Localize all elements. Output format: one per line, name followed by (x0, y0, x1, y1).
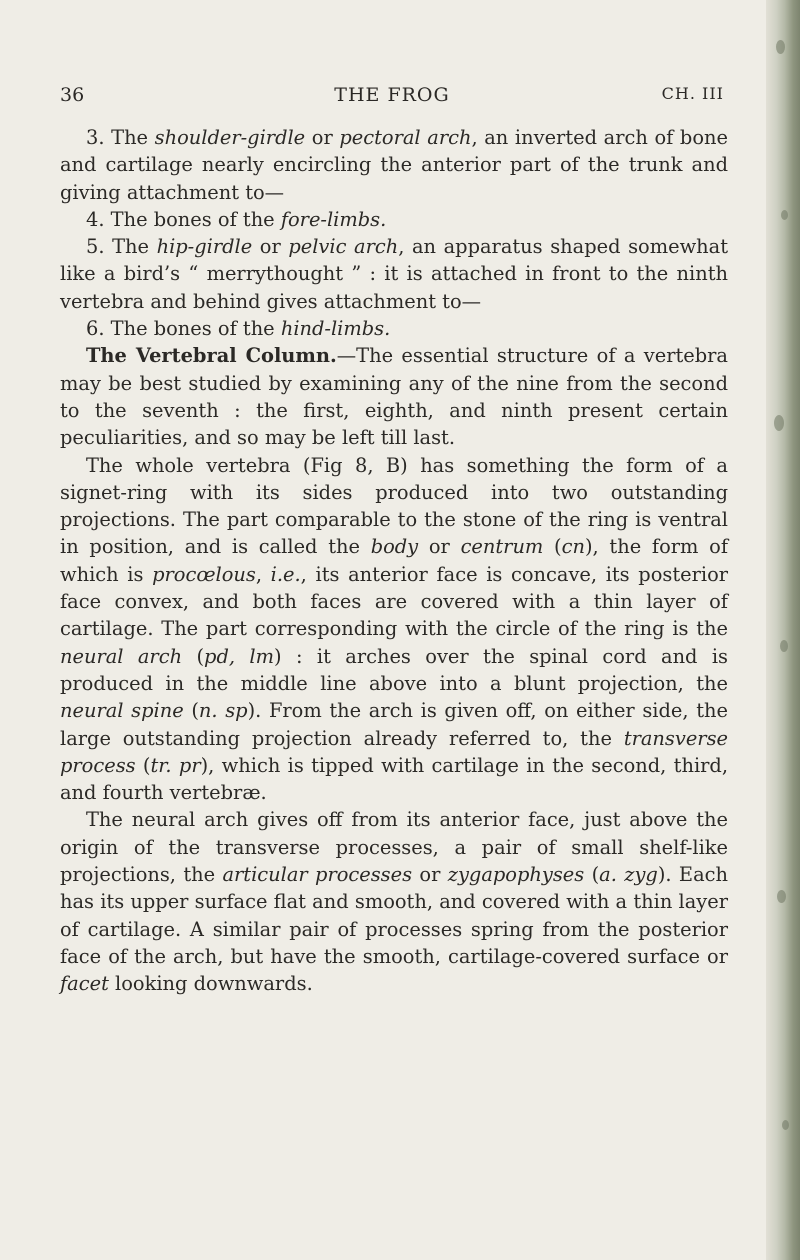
paragraph (60, 124, 728, 206)
page-edge-shadow (766, 0, 800, 1260)
text-run: ( (182, 644, 205, 668)
italic-term: transverse process (60, 726, 728, 777)
italic-term: a. zyg (599, 863, 658, 887)
stain-spot (782, 1120, 789, 1130)
text-run: ) : it arches over the spinal cord and is produced in the middle line above into a blunt projection, the (60, 644, 729, 695)
running-header (60, 84, 724, 114)
italic-term: zygapophyses (447, 863, 585, 887)
stain-spot (776, 40, 785, 54)
text-run: , (255, 562, 271, 586)
italic-term: n. sp (198, 699, 248, 723)
italic-term: pd, lm (204, 644, 275, 668)
italic-term: body (370, 535, 419, 559)
text-run: or (412, 863, 448, 887)
stain-spot (781, 210, 788, 220)
text-run: or (305, 126, 340, 149)
paragraph (60, 806, 728, 997)
text-run: The whole vertebra (Fig 8, B) has something the form of a signet-ring with its sides produced into two outstanding projections. The part comparable to the stone of the ring is ventral in position, and is called the (60, 453, 728, 559)
italic-term: procœlous (152, 562, 256, 586)
italic-term: pelvic arch (288, 235, 399, 259)
stain-spot (777, 890, 786, 903)
italic-term: pectoral arch (339, 126, 472, 149)
paragraph (60, 206, 728, 233)
text-run: ). From the arch is given off, on either side, the large outstanding projection already referred to, the (60, 699, 728, 750)
text-run: 5. The (86, 235, 157, 259)
text-run: ( (135, 753, 151, 777)
italic-term: fore-limbs. (280, 207, 387, 231)
text-run: or (418, 535, 461, 559)
section-heading: The Vertebral Column. (86, 344, 337, 368)
text-run: ), the form of which is (60, 535, 728, 586)
text-run: or (252, 235, 289, 259)
italic-term: hip-girdle (156, 235, 253, 259)
paragraph (60, 315, 728, 342)
paragraph (60, 452, 728, 807)
stain-spot (774, 415, 784, 431)
stain-spot (780, 640, 788, 652)
italic-term: neural spine (60, 699, 184, 723)
text-run: , its anterior face is concave, its posterior face convex, and both faces are covered with a thin layer of cartilage. The part corresponding with the circle of the ring is the (60, 562, 729, 641)
text-run: , an apparatus shaped somewhat like a bird’s “ merrythought ” : it is attached in front to the ninth vertebra and behind gives attachment to— (60, 235, 729, 313)
text-run: 3. The (86, 126, 155, 149)
text-run: or (707, 944, 728, 968)
italic-term: cn (561, 535, 585, 559)
text-run: 6. The bones of the (86, 317, 281, 341)
paragraph (60, 342, 728, 451)
text-run: 4. The bones of the (86, 207, 281, 231)
text-run: ( (584, 863, 600, 887)
italic-term: i.e. (270, 562, 301, 586)
text-run: The neural arch gives off from its anterior face, just above the origin of the transverse processes, a pair of small shelf-like projections, the (60, 808, 728, 887)
italic-term: neural arch (60, 644, 183, 668)
paragraph (60, 233, 728, 315)
text-run: ), which is tipped with cartilage in the second, third, and fourth vertebræ. (60, 753, 728, 805)
text-run: ( (183, 699, 199, 723)
text-run: looking downwards. (108, 972, 313, 996)
text-run: , an inverted arch of bone and cartilage nearly encircling the anterior part of the trunk and giving attachment to— (60, 126, 728, 204)
page-number: 36 (60, 84, 85, 106)
italic-term: shoulder-girdle (154, 126, 306, 149)
italic-term: centrum (460, 535, 544, 559)
running-title: THE FROG (334, 84, 450, 106)
italic-term: facet (60, 972, 109, 996)
italic-term: tr. pr (150, 753, 201, 777)
chapter-label: CH. III (661, 84, 724, 103)
text-run: ( (543, 535, 562, 559)
text-run: ). Each has its upper surface flat and smooth, and covered with a thin layer of cartilage. A similar pair of processes spring from the posterior face of the arch, but have the smooth, cartilage-covered surface (60, 863, 729, 968)
text-run: —The essential structure of a vertebra may be best studied by examining any of the nine from the second to the seventh : the first, eighth, and ninth present certain peculiarities, and so may be left till last. (60, 344, 728, 450)
italic-term: hind-limbs. (280, 317, 391, 341)
italic-term: articular processes (222, 863, 413, 887)
body-text (60, 124, 728, 998)
